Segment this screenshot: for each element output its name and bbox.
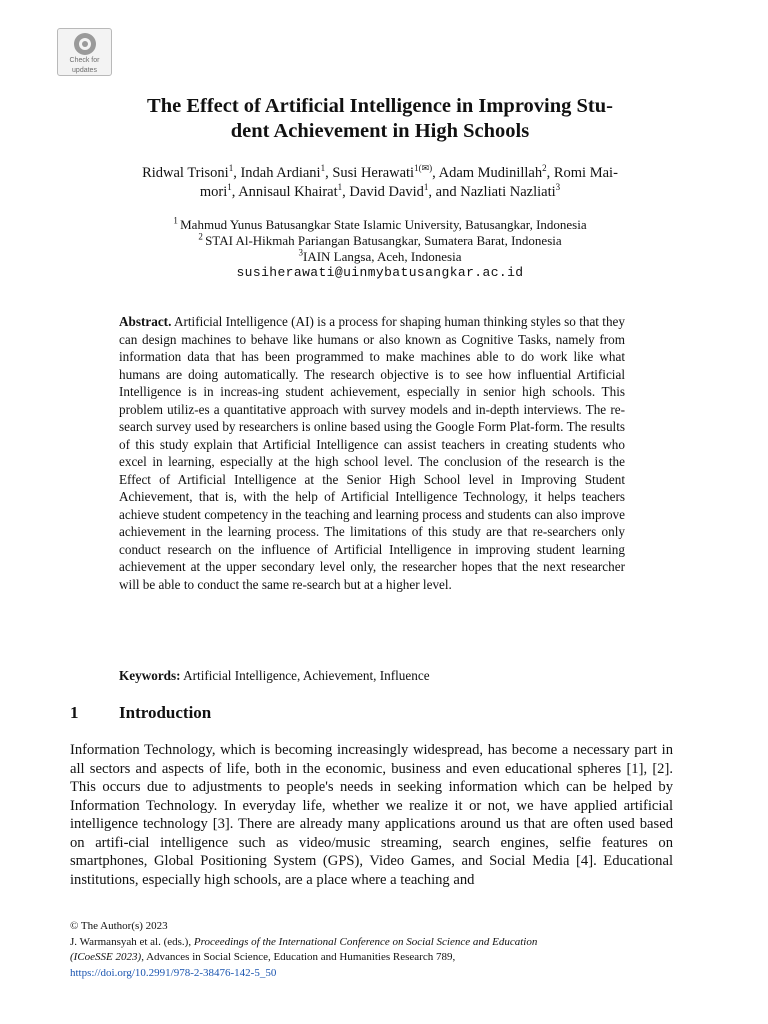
badge-line-1: Check for xyxy=(69,57,100,64)
affiliation-text: IAIN Langsa, Aceh, Indonesia xyxy=(303,249,462,264)
check-for-updates-badge[interactable] xyxy=(57,28,112,76)
series-line xyxy=(70,950,700,966)
doi-link[interactable]: https://doi.org/10.2991/978-2-38476-142-5_50 xyxy=(70,966,277,979)
author-name: David David xyxy=(349,184,424,200)
affiliations xyxy=(70,217,690,281)
affiliation-number: 1 xyxy=(173,215,181,226)
paper-title xyxy=(80,94,680,144)
author-name: Susi Herawati xyxy=(332,165,415,181)
author-name: Romi Mai- mori xyxy=(199,165,618,200)
author-affiliation-mark: 1 xyxy=(228,163,234,174)
affiliation-line xyxy=(70,249,690,265)
copyright: © The Author(s) 2023 xyxy=(70,920,168,932)
affiliation-number: 3 xyxy=(298,247,303,258)
corresponding-email[interactable]: susiherawati@uinmybatusangkar.ac.id xyxy=(236,265,524,280)
check-for-updates-icon xyxy=(74,33,96,55)
footer xyxy=(70,919,700,981)
citation-line xyxy=(70,935,700,951)
author-name: Nazliati Nazliati xyxy=(460,184,556,200)
abstract-label: Abstract. xyxy=(119,314,172,329)
conference-short: (ICoeSSE 2023) xyxy=(70,951,142,963)
affiliation-line xyxy=(70,233,690,249)
affiliation-text: STAI Al-Hikmah Pariangan Batusangkar, Sumatera Barat, Indonesia xyxy=(205,233,562,248)
author-name: Annisaul Khairat xyxy=(238,184,338,200)
author-name: Adam Mudinillah xyxy=(438,165,543,181)
section-number: 1 xyxy=(70,703,79,722)
section-title: Introduction xyxy=(119,703,212,722)
affiliation-number: 2 xyxy=(198,231,206,242)
author-list: Ridwal Trisoni$^1$, Indah Ardiani$^1$, Susi Herawati$^{1(✉)}$, Adam Mudinillah$^2$, Romi Mai- mori$^1$, Annisaul Khairat$^1$, David David$^1$, and Nazliati Nazliati$^3$ xyxy=(142,163,618,200)
author-affiliation-mark: 3 xyxy=(555,182,561,193)
abstract-text: Artificial Intelligence (AI) is a process for shaping human thinking styles so that they can design machines to behave like humans or also known as Cognitive Tasks, namely from information data that has been programmed to make machines able to do work like what humans are doing automatically. The research objective is to see how influential Artificial Intelligence is in increas-ing student achievement, especially in senior high schools. This problem utiliz-es a quantitative approach with survey models and in-depth interviews. The re-search survey used by researchers is online based using the Google Form Plat-form. The results of this study explain that Artificial Intelligence can assist teachers in creating students who excel in learning, especially at the high school level. The conclusion of the research is the Effect of Artificial Intelligence at the Senior High School level in Improving Student Achievement, that is, with the help of Artificial Intelligence Technology, it helps teachers achieve student competency in the teaching and learning process and students can also improve achievement in the learning process. The limitations of this study are that re-searchers only conduct research on the influence of Artificial Intelligence in improving student learning achievement at the upper secondary level only, the researcher hopes that the next researcher will be able to conduct the same re-search but at a higher level. xyxy=(119,314,625,592)
author-name: Ridwal Trisoni xyxy=(142,165,229,181)
author-name: Indah Ardiani xyxy=(240,165,321,181)
author-affiliation-mark: 1 xyxy=(227,182,232,193)
keywords-text: Artificial Intelligence, Achievement, Influence xyxy=(183,668,430,683)
affiliation-line xyxy=(70,217,690,233)
section-heading xyxy=(70,702,211,724)
series: , Advances in Social Science, Education and Humanities Research 789, xyxy=(141,951,456,963)
author-affiliation-mark: 1 xyxy=(337,182,343,193)
title-line: The Effect of Artificial Intelligence in Improving Stu- xyxy=(147,95,613,117)
author-affiliation-mark: 1 xyxy=(320,163,326,174)
abstract xyxy=(119,313,625,593)
author-affiliation-mark: 1 xyxy=(423,182,429,193)
introduction-paragraph: Information Technology, which is becoming increasingly widespread, has become a necessary part in all sectors and aspects of life, both in the economic, business and even educational spheres [1], [2]. This occurs due to adjustments to people's needs in seeking information which can be helped by Information Technology. In everyday life, whether we realize it or not, we have applied artificial intelligence technology [3]. There are already many applications around us that are often used based on artifi-cial intelligence such as video/music streaming, search engines, selfie features on smartphones, Global Positioning System (GPS), Video Games, and Social Media [4]. Educational institutions, especially high schools, are a place where a teaching and xyxy=(70,742,673,888)
affiliation-text: Mahmud Yunus Batusangkar State Islamic University, Batusangkar, Indonesia xyxy=(180,217,587,232)
author-affiliation-mark: 1(✉) xyxy=(414,163,433,174)
keywords xyxy=(119,667,625,684)
proceedings-title: Proceedings of the International Conference on Social Science and Education xyxy=(193,935,538,948)
title-line: dent Achievement in High Schools xyxy=(230,120,530,142)
author-affiliation-mark: 2 xyxy=(542,163,547,174)
editors: J. Warmansyah et al. (eds.), xyxy=(70,935,192,948)
badge-line-2: updates xyxy=(72,66,97,74)
keywords-label: Keywords: xyxy=(119,668,181,683)
